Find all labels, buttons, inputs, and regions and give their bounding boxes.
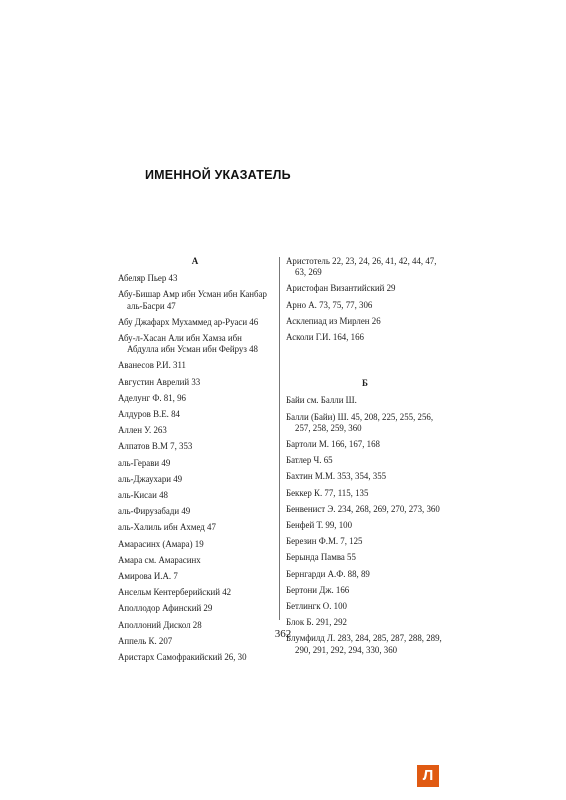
index-entries-a [118,273,272,663]
index-entry: Аристофан Византийский 29 [286,283,396,294]
index-entry: Бартоли М. 166, 167, 168 [286,439,380,450]
index-entry: Амарасинх (Амара) 19 [118,538,204,549]
index-entry: Аполлодор Афинский 29 [118,603,213,614]
index-entry: Аристотель 22, 23, 24, 26, 41, 42, 44, 47, 63, 269 [286,256,437,278]
index-entry: Аллен У. 263 [118,425,167,436]
index-entry: Аристарх Самофракийский 26, 30 [118,652,247,663]
index-column-right [286,256,444,661]
column-divider [279,257,280,620]
publisher-logo-letter: Л [422,767,434,784]
section-gap [286,348,444,378]
index-entry: Августин Аврелий 33 [118,376,201,387]
index-entry: Бетлингк О. 100 [286,601,347,612]
section-letter-a: А [191,256,199,266]
index-entry: аль-Фирузабади 49 [118,506,191,517]
index-entry: Берында Памва 55 [286,552,356,563]
page-number: 362 [274,628,292,640]
index-entry: Бертони Дж. 166 [286,584,350,595]
index-entry: Беккер К. 77, 115, 135 [286,487,369,498]
index-entry: Бахтин М.М. 353, 354, 355 [286,471,387,482]
index-entry: аль-Герави 49 [118,457,171,468]
index-entry: Аделунг Ф. 81, 96 [118,392,186,403]
index-entry: Аполлоний Дискол 28 [118,619,202,630]
index-entry: Батлер Ч. 65 [286,455,333,466]
index-entry: Бенфей Т. 99, 100 [286,520,353,531]
publisher-logo-icon [417,765,439,787]
index-entry: Байи см. Балли Ш. [286,395,357,406]
index-entries-b [286,395,444,655]
index-entry: Алдуров В.Е. 84 [118,409,180,420]
index-entry: Аппель К. 207 [118,635,173,646]
index-entry: аль-Халиль ибн Ахмед 47 [118,522,216,533]
index-entry: Амара см. Амарасинх [118,554,201,565]
index-entry: Блумфилд Л. 283, 284, 285, 287, 288, 289, 290, 291, 292, 294, 330, 360 [286,633,442,655]
index-entry: Бенвенист Э. 234, 268, 269, 270, 273, 360 [286,503,440,514]
section-letter-b: Б [362,378,368,389]
index-entries-a-continued [286,256,444,343]
index-entry: Абу-л-Хасан Али ибн Хамза ибн Абдулла ибн Усман ибн Фейруз 48 [118,333,258,355]
index-entry: Балли (Байи) Ш. 45, 208, 225, 255, 256, 257, 258, 259, 360 [286,411,434,433]
index-entry: Амирова И.А. 7 [118,571,178,582]
index-entry: Аванесов Р.И. 311 [118,360,186,371]
index-entry: Березин Ф.М. 7, 125 [286,536,363,547]
index-entry: аль-Джаухари 49 [118,473,183,484]
index-entry: аль-Кисаи 48 [118,490,168,501]
index-entry: Абу-Бишар Амр ибн Усман ибн Канбар аль-Басри 47 [118,289,267,311]
index-entry: Арно А. 73, 75, 77, 306 [286,299,373,310]
index-entry: Бернгарди А.Ф. 88, 89 [286,568,370,579]
index-entry: Абеляр Пьер 43 [118,273,178,284]
index-entry: Абу Джафарx Мухаммед ар-Руаси 46 [118,316,259,327]
index-entry: Асколи Г.И. 164, 166 [286,332,364,343]
index-entry: Ансельм Кентерберийский 42 [118,587,232,598]
page-title: ИМЕННОЙ УКАЗАТЕЛЬ [145,168,291,182]
index-entry: Асклепиад из Мирлен 26 [286,315,381,326]
index-entry: Алпатов В.М 7, 353 [118,441,193,452]
index-entry: Блок Б. 291, 292 [286,617,347,628]
index-column-left [118,256,272,668]
